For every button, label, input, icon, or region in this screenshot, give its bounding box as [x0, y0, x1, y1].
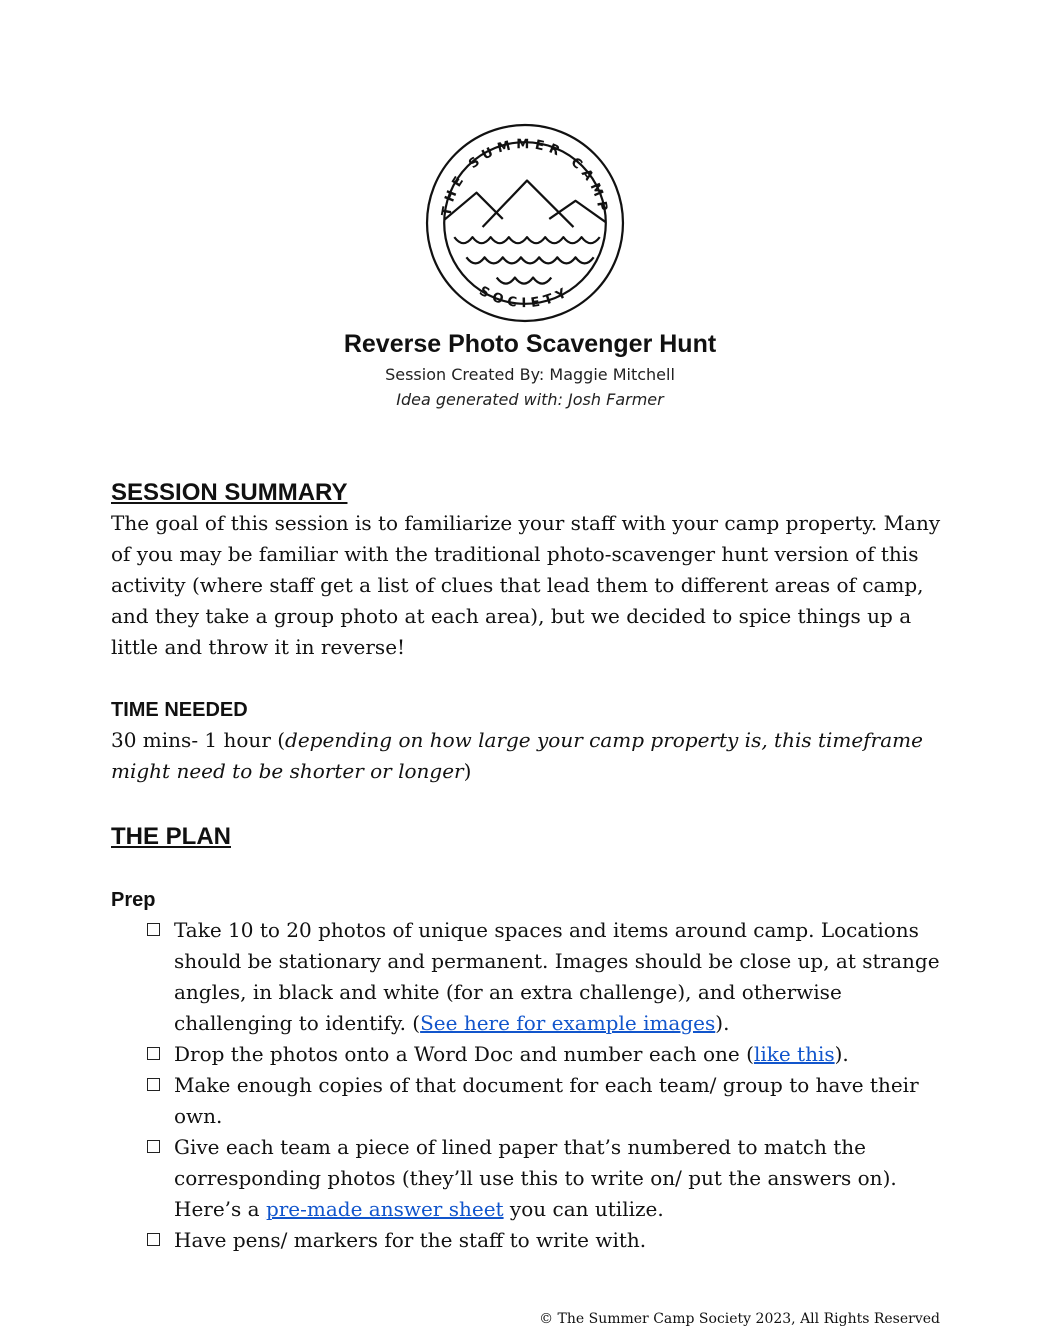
time-note: depending on how large your camp property is, this timeframe might need to be shorter or longer: [111, 728, 923, 783]
time-value: 30 mins- 1 hour (: [111, 728, 286, 752]
example-images-link[interactable]: See here for example images: [420, 1011, 716, 1035]
summer-camp-society-logo: [424, 122, 626, 324]
document-title: Reverse Photo Scavenger Hunt: [343, 330, 717, 358]
checkbox[interactable]: [147, 1233, 160, 1246]
checkbox[interactable]: [147, 923, 160, 936]
idea-credit: Idea generated with: Josh Farmer: [396, 390, 664, 409]
item-text: Give each team a piece of lined paper that’s numbered to match the corresponding photos (they’ll use this to write on/ put the answers on). Here’s a: [174, 1135, 897, 1221]
session-summary-heading: SESSION SUMMARY: [111, 479, 348, 506]
item-text-after: you can utilize.: [503, 1197, 664, 1221]
checkbox[interactable]: [147, 1047, 160, 1060]
answer-sheet-link[interactable]: pre-made answer sheet: [265, 1197, 504, 1221]
title-block: [0, 326, 1060, 412]
session-summary-text: The goal of this session is to familiarize your staff with your camp property. Many of you may be familiar with the traditional photo-scavenger hunt version of this activity (where staff get a list of clues that lead them to different areas of camp, and they take a group photo at each area), but we decided to spice things up a little and throw it in reverse!: [111, 511, 941, 659]
checklist-item: [147, 1132, 946, 1225]
item-text: Make enough copies of that document for each team/ group to have their own.: [174, 1073, 919, 1128]
like-this-link[interactable]: like this: [753, 1042, 835, 1066]
checklist-item: [147, 1070, 946, 1132]
checklist-item: [147, 915, 946, 1039]
prep-checklist: [111, 915, 946, 1256]
created-by: Session Created By: Maggie Mitchell: [385, 365, 675, 384]
item-text: Drop the photos onto a Word Doc and number each one (: [174, 1042, 754, 1066]
checkbox[interactable]: [147, 1078, 160, 1091]
the-plan-heading: THE PLAN: [111, 823, 231, 850]
checklist-item: [147, 1039, 946, 1070]
document-body: [111, 478, 946, 1256]
copyright-footer: © The Summer Camp Society 2023, All Rights Reserved: [539, 1311, 940, 1327]
time-close: ): [463, 759, 472, 783]
time-needed-heading: TIME NEEDED: [111, 699, 248, 721]
prep-heading: Prep: [111, 889, 156, 911]
checklist-item: [147, 1225, 946, 1256]
checkbox[interactable]: [147, 1140, 160, 1153]
item-text-after: ).: [834, 1042, 849, 1066]
item-text-after: ).: [715, 1011, 730, 1035]
item-text: Take 10 to 20 photos of unique spaces and items around camp. Locations should be stationary and permanent. Images should be close up, at strange angles, in black and white (for an extra challenge), and otherwise challenging to identify. (: [174, 918, 940, 1035]
time-needed-text: [111, 725, 946, 787]
svg-text:THE SUMMER CAMP: THE SUMMER CAMP: [439, 137, 611, 218]
item-text: Have pens/ markers for the staff to write with.: [174, 1228, 647, 1252]
svg-text:SOCIETY: SOCIETY: [476, 283, 574, 312]
